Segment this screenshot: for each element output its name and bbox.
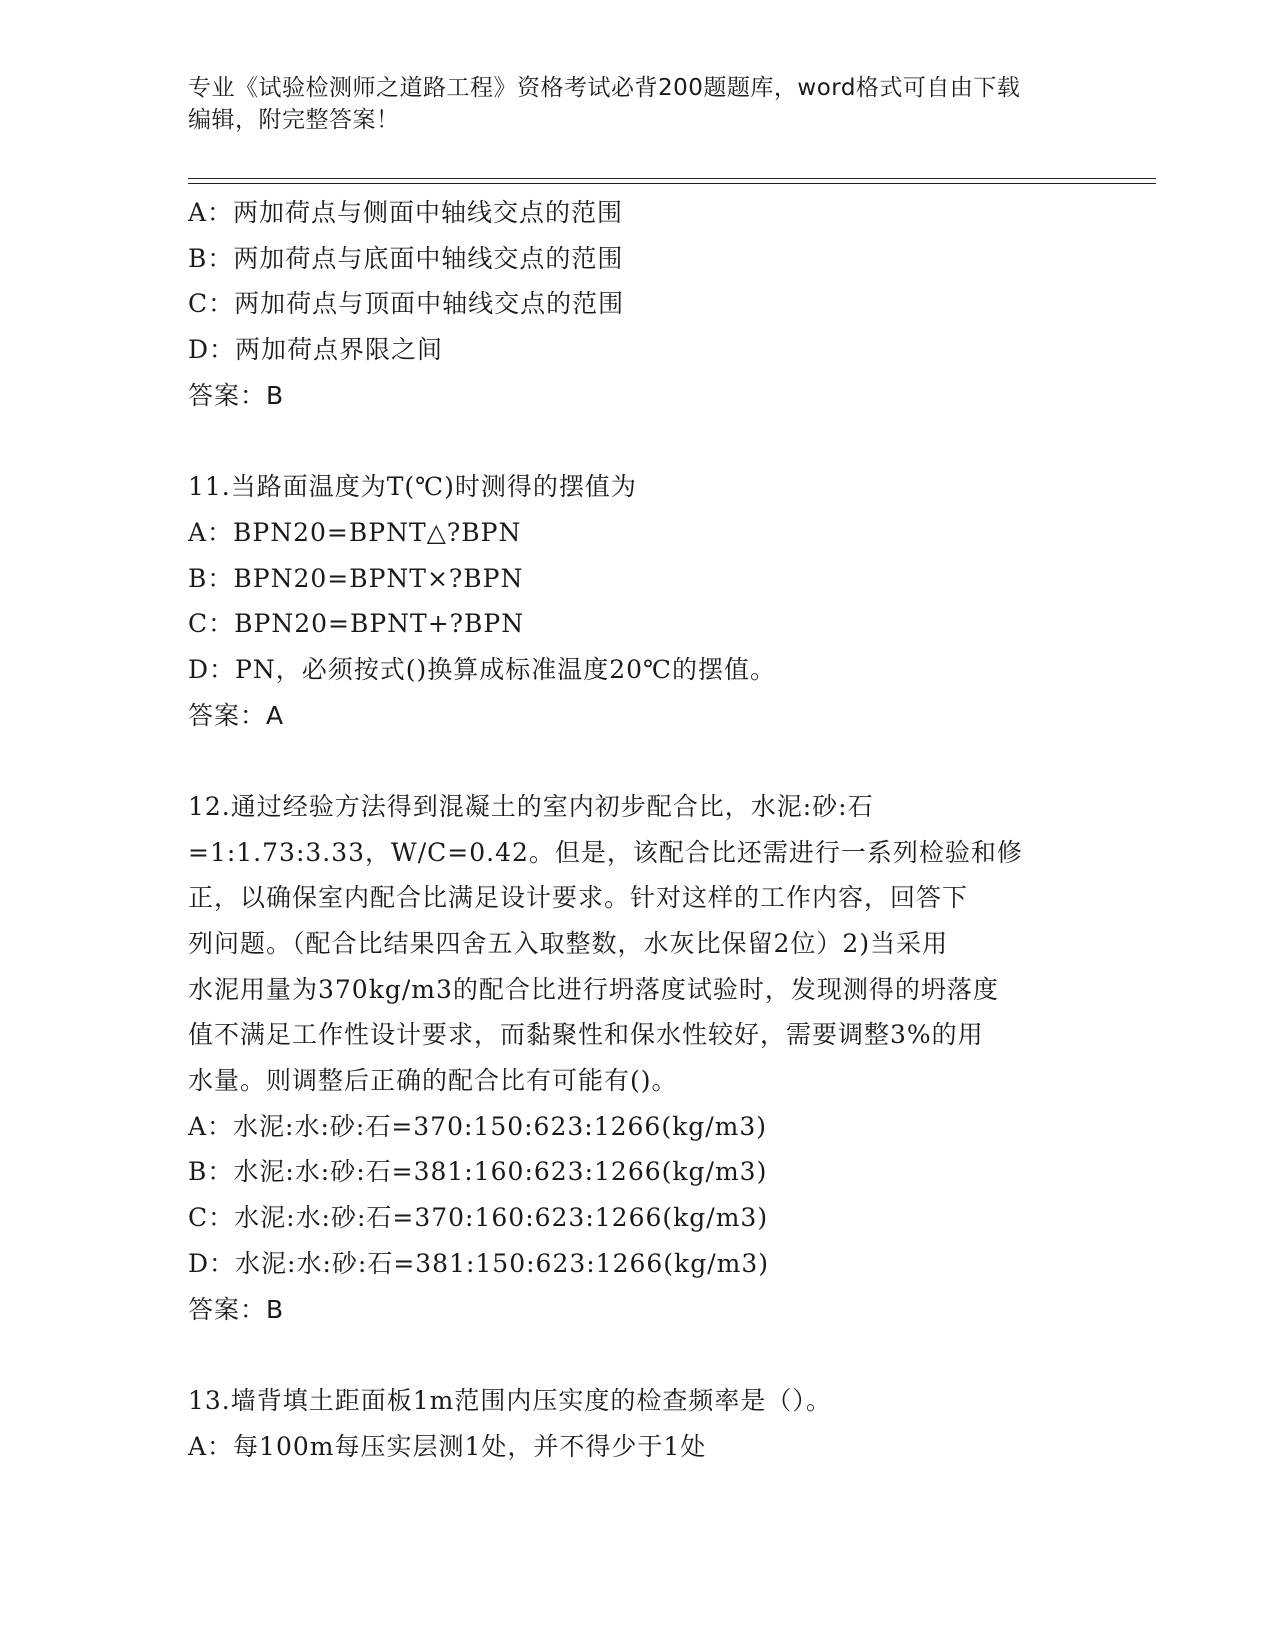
answer: 答案：B <box>188 380 285 410</box>
option-a: A：每100m每压实层测1处，并不得少于1处 <box>188 1431 707 1461</box>
question-10 <box>188 190 1088 418</box>
question-text <box>188 784 1088 1104</box>
option-d: D：PN，必须按式()换算成标准温度20℃的摆值。 <box>188 654 777 684</box>
question-text-line: 正，以确保室内配合比满足设计要求。针对这样的工作内容，回答下 <box>188 883 969 913</box>
option-c: C：水泥:水:砂:石=370:160:623:1266(kg/m3) <box>188 1203 769 1233</box>
question-text-line: 12.通过经验方法得到混凝土的室内初步配合比，水泥:砂:石 <box>188 791 874 821</box>
header-divider-bottom <box>188 183 1156 184</box>
question-list <box>188 190 1088 1469</box>
option-a: A：两加荷点与侧面中轴线交点的范围 <box>188 198 624 227</box>
question-text: 11.当路面温度为T(℃)时测得的摆值为 <box>188 472 637 502</box>
answer: 答案：B <box>188 1294 285 1324</box>
question-12 <box>188 784 1088 1332</box>
option-c: C：两加荷点与顶面中轴线交点的范围 <box>188 289 625 319</box>
question-text-line: 水量。则调整后正确的配合比有可能有()。 <box>188 1066 678 1096</box>
question-text-line: 水泥用量为370kg/m3的配合比进行坍落度试验时，发现测得的坍落度 <box>188 974 999 1004</box>
option-d: D：两加荷点界限之间 <box>188 335 444 365</box>
question-text-line: =1:1.73:3.33，W/C=0.42。但是，该配合比还需进行一系列检验和修 <box>188 837 1023 867</box>
question-text: 13.墙背填土距面板1m范围内压实度的检查频率是（）。 <box>188 1385 832 1415</box>
question-13 <box>188 1378 1088 1469</box>
option-b: B：水泥:水:砂:石=381:160:623:1266(kg/m3) <box>188 1157 768 1187</box>
header-divider-top <box>188 178 1156 179</box>
question-text-line: 列问题。（配合比结果四舍五入取整数，水灰比保留2位）2)当采用 <box>188 929 949 958</box>
option-c: C：BPN20=BPNT+?BPN <box>188 609 525 639</box>
document-header <box>188 72 1088 136</box>
question-text-line: 值不满足工作性设计要求，而黏聚性和保水性较好，需要调整3%的用 <box>188 1020 984 1050</box>
option-b: B：两加荷点与底面中轴线交点的范围 <box>188 243 624 273</box>
question-11 <box>188 464 1088 738</box>
answer: 答案：A <box>188 700 285 730</box>
option-b: B：BPN20=BPNT×?BPN <box>188 563 524 593</box>
header-title-line-2: 编辑，附完整答案！ <box>188 107 400 133</box>
option-a: A：水泥:水:砂:石=370:150:623:1266(kg/m3) <box>188 1111 768 1141</box>
header-title-line-1: 专业《试验检测师之道路工程》资格考试必背200题题库，word格式可自由下载 <box>188 75 1021 101</box>
option-d: D：水泥:水:砂:石=381:150:623:1266(kg/m3) <box>188 1248 769 1278</box>
option-a: A：BPN20=BPNT△?BPN <box>188 517 522 547</box>
